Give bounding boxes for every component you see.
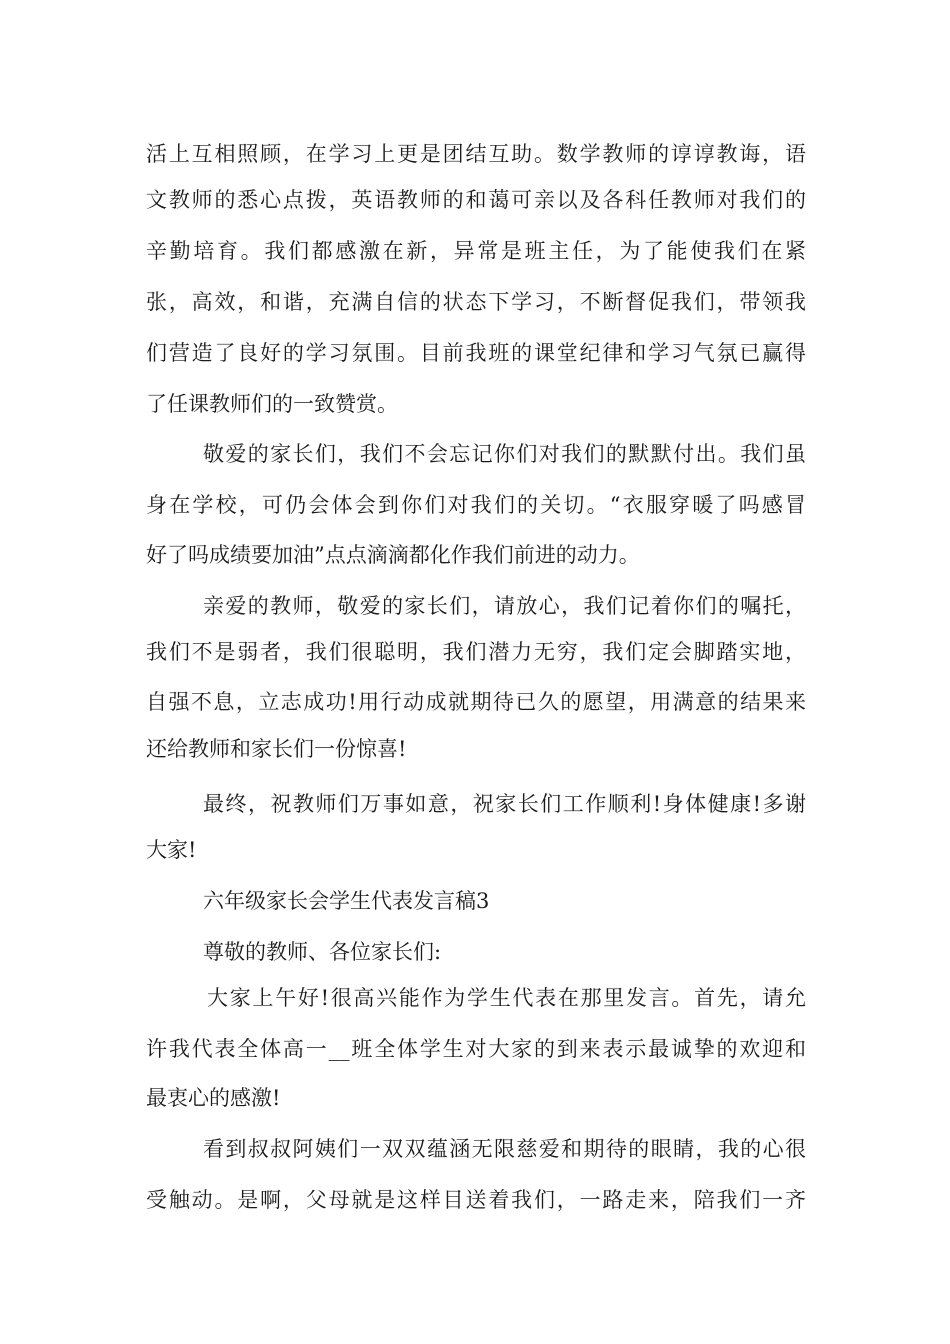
text-line: 辛勤培育。我们都感激在新，异常是班主任，为了能使我们在紧: [146, 239, 806, 263]
text-line: 大家!: [146, 838, 197, 862]
text-line: 了任课教师们的一致赞赏。: [146, 392, 398, 416]
text-line: 文教师的悉心点拨，英语教师的和蔼可亲以及各科任教师对我们的: [146, 188, 806, 212]
text-line: 许我代表全体高一__班全体学生对大家的到来表示最诚挚的欢迎和: [146, 1037, 806, 1061]
section-heading: 六年级家长会学生代表发言稿3: [203, 889, 490, 913]
text-line: 活上互相照顾，在学习上更是团结互助。数学教师的谆谆教诲，语: [146, 142, 806, 166]
text-line: 身在学校，可仍会体会到你们对我们的关切。“衣服穿暖了吗感冒: [146, 493, 806, 517]
text-line: 最终，祝教师们万事如意，祝家长们工作顺利!身体健康!多谢: [203, 792, 806, 816]
text-line: 张，高效，和谐，充满自信的状态下学习，不断督促我们，带领我: [146, 290, 806, 314]
text-line: 还给教师和家长们一份惊喜!: [146, 737, 407, 761]
text-line: 最衷心的感激!: [146, 1086, 281, 1110]
text-line: 看到叔叔阿姨们一双双蕴涵无限慈爱和期待的眼睛，我的心很: [203, 1137, 806, 1161]
text-line: 自强不息，立志成功!用行动成就期待已久的愿望，用满意的结果来: [146, 690, 806, 714]
text-line: 好了吗成绩要加油”点点滴滴都化作我们前进的动力。: [146, 543, 640, 567]
text-line: 受触动。是啊，父母就是这样目送着我们，一路走来，陪我们一齐: [146, 1188, 806, 1212]
text-line: 大家上午好!很高兴能作为学生代表在那里发言。首先，请允: [207, 986, 806, 1010]
text-line: 亲爱的教师，敬爱的家长们，请放心，我们记着你们的嘱托，: [203, 594, 806, 618]
text-line: 们营造了良好的学习氛围。目前我班的课堂纪律和学习气氛已赢得: [146, 341, 806, 365]
salutation: 尊敬的教师、各位家长们:: [203, 940, 442, 964]
text-line: 我们不是弱者，我们很聪明，我们潜力无穷，我们定会脚踏实地，: [146, 640, 806, 664]
text-line: 敬爱的家长们，我们不会忘记你们对我们的默默付出。我们虽: [203, 442, 806, 466]
